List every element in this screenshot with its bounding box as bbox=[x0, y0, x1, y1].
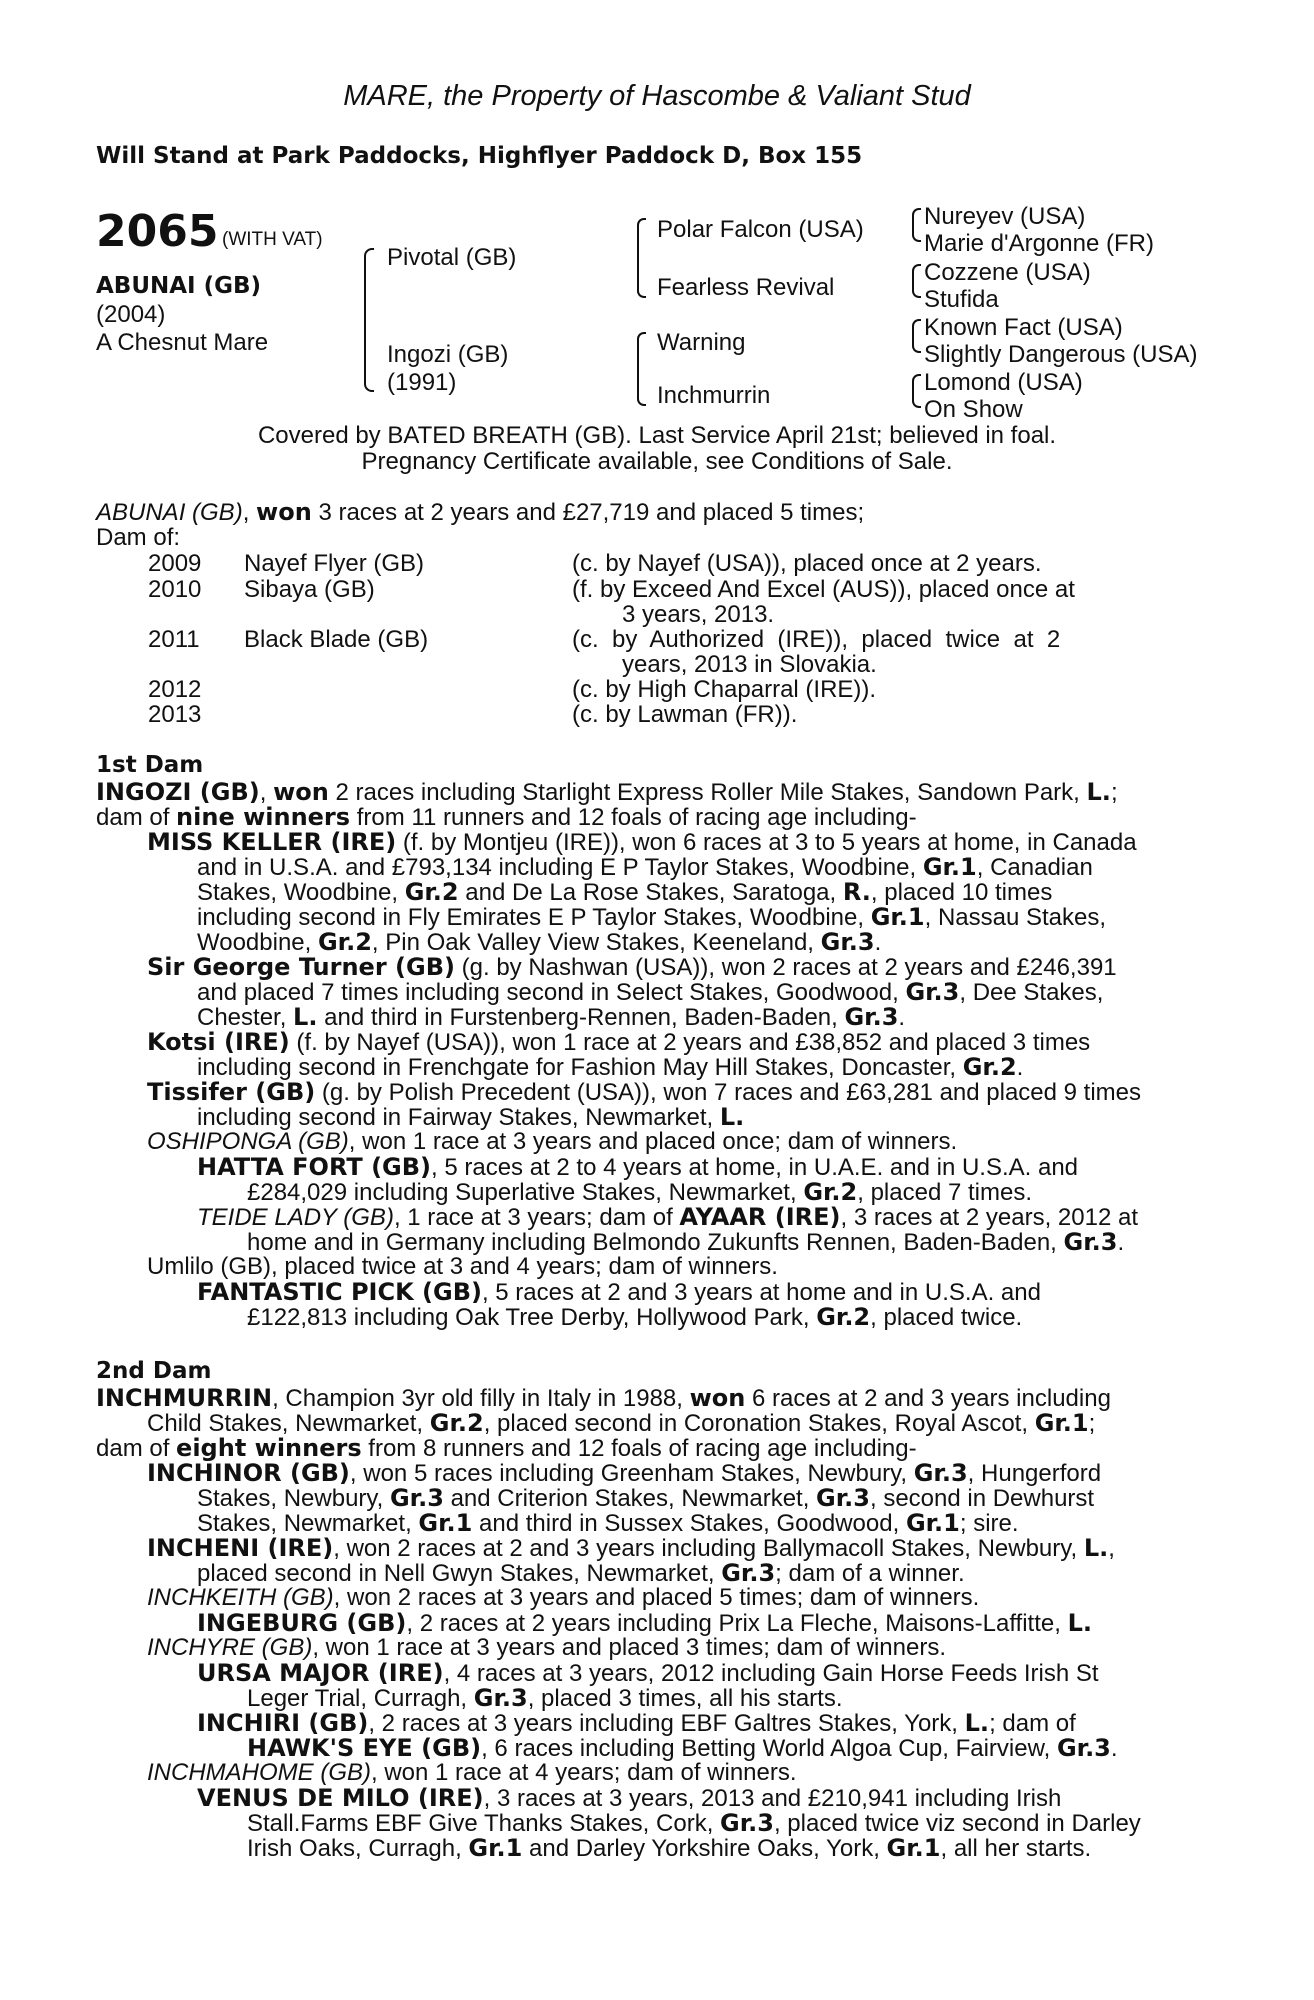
grade-label: Gr.3 bbox=[820, 928, 875, 956]
produce-year: 2012 bbox=[148, 676, 202, 703]
runner-name: INCHIRI (GB) bbox=[197, 1709, 369, 1737]
covered-line-1: Covered by BATED BREATH (GB). Last Service April 21st; believed in foal. bbox=[257, 422, 1057, 449]
record-text: 3 races at 2 years and £27,719 and placed 5 times; bbox=[318, 499, 865, 526]
text-run: , won 1 race at 3 years and placed once; dam of winners. bbox=[348, 1128, 958, 1155]
horse-name: ABUNAI (GB) bbox=[96, 273, 262, 299]
text-run: £284,029 including Superlative Stakes, Newmarket, bbox=[247, 1179, 804, 1206]
text-run: , 1 race at 3 years; dam of bbox=[393, 1204, 680, 1231]
text-run: . bbox=[1110, 1735, 1118, 1762]
ggp-1: Nureyev (USA) bbox=[924, 203, 1086, 230]
text-run: including second in Fairway Stakes, Newmarket, bbox=[197, 1104, 720, 1131]
text-run: (g. by Nashwan (USA)), won 2 races at 2 years and £246,391 bbox=[454, 954, 1117, 981]
text-run: , won 1 race at 4 years; dam of winners. bbox=[371, 1759, 797, 1786]
produce-year: 2009 bbox=[148, 550, 202, 577]
text-run: ; dam of bbox=[989, 1710, 1076, 1737]
grade-label: L. bbox=[1086, 778, 1111, 806]
text-run: , 2 races at 2 years including Prix La Fleche, Maisons-Laffitte, bbox=[406, 1610, 1068, 1637]
text-run: (f. by Montjeu (IRE)), won 6 races at 3 to 5 years at home, in Canada bbox=[396, 829, 1137, 856]
winners-count: nine winners bbox=[176, 803, 351, 831]
vat-note: (WITH VAT) bbox=[222, 229, 323, 250]
text-run: , 6 races including Betting World Algoa Cup, Fairview, bbox=[481, 1735, 1057, 1762]
grade-label: Gr.3 bbox=[844, 1003, 899, 1031]
grade-label: Gr.2 bbox=[404, 878, 459, 906]
runner-name: HAWK'S EYE (GB) bbox=[247, 1734, 482, 1762]
text-run: and third in Sussex Stakes, Goodwood, bbox=[472, 1510, 906, 1537]
grade-label: Gr.3 bbox=[913, 1459, 968, 1487]
runner-name: URSA MAJOR (IRE) bbox=[197, 1659, 444, 1687]
grade-label: Gr.2 bbox=[962, 1053, 1017, 1081]
text-run: , placed twice. bbox=[870, 1304, 1023, 1331]
text-run: from 11 runners and 12 foals of racing age including- bbox=[350, 804, 917, 831]
grade-label: Gr.3 bbox=[1063, 1228, 1118, 1256]
produce-detail: (c. by High Chaparral (IRE)). bbox=[572, 676, 877, 703]
grade-label: Gr.1 bbox=[468, 1834, 523, 1862]
text-run: , won 1 race at 3 years and placed 3 times; dam of winners. bbox=[312, 1634, 946, 1661]
runner-name: MISS KELLER (IRE) bbox=[147, 828, 397, 856]
sire: Pivotal (GB) bbox=[387, 244, 517, 271]
sire-sire: Polar Falcon (USA) bbox=[657, 216, 864, 243]
grade-label: Gr.3 bbox=[473, 1684, 528, 1712]
dam-sire: Warning bbox=[657, 329, 746, 356]
second-dam-heading: 2nd Dam bbox=[96, 1358, 212, 1384]
dam-name: INGOZI (GB) bbox=[96, 778, 260, 806]
dam-dam: Inchmurrin bbox=[657, 382, 771, 409]
pedigree-brace bbox=[912, 264, 921, 298]
text-run: , Dee Stakes, bbox=[959, 979, 1104, 1006]
text-run: Umlilo (GB), placed twice at 3 and 4 years; dam of winners. bbox=[147, 1253, 778, 1280]
text-run: and placed 7 times including second in Select Stakes, Goodwood, bbox=[197, 979, 906, 1006]
produce-year: 2010 bbox=[148, 576, 202, 603]
text-run: . bbox=[874, 929, 882, 956]
produce-detail: (c. by Lawman (FR)). bbox=[572, 701, 798, 728]
text-run: Child Stakes, Newmarket, bbox=[147, 1410, 430, 1437]
ggp-6: Slightly Dangerous (USA) bbox=[924, 341, 1198, 368]
text-run: , placed second in Coronation Stakes, Royal Ascot, bbox=[483, 1410, 1035, 1437]
text-run: and in U.S.A. and £793,134 including E P Taylor Stakes, Woodbine, bbox=[197, 854, 923, 881]
grade-label: L. bbox=[719, 1103, 745, 1131]
text-run: . bbox=[1016, 1054, 1024, 1081]
text-run: , placed twice viz second in Darley bbox=[773, 1810, 1141, 1837]
grade-label: L. bbox=[964, 1709, 990, 1737]
text-run: . bbox=[1117, 1229, 1125, 1256]
text-run: , Nassau Stakes, bbox=[924, 904, 1107, 931]
dam-of-label: Dam of: bbox=[96, 524, 181, 551]
ggp-7: Lomond (USA) bbox=[924, 369, 1083, 396]
winners-count: eight winners bbox=[176, 1434, 362, 1462]
text-run: , placed 3 times, all his starts. bbox=[527, 1685, 843, 1712]
runner-name: INCHYRE (GB) bbox=[147, 1634, 313, 1661]
ggp-2: Marie d'Argonne (FR) bbox=[924, 230, 1154, 257]
text-run: and Criterion Stakes, Newmarket, bbox=[443, 1485, 817, 1512]
grade-label: Gr.2 bbox=[816, 1303, 871, 1331]
grade-label: Gr.3 bbox=[905, 978, 960, 1006]
text-run: , bbox=[1108, 1535, 1115, 1562]
text-run: Leger Trial, Curragh, bbox=[247, 1685, 474, 1712]
text-run: and De La Rose Stakes, Saratoga, bbox=[458, 879, 843, 906]
text-run: , placed 7 times. bbox=[857, 1179, 1032, 1206]
text-run: Stakes, Newbury, bbox=[197, 1485, 390, 1512]
text-run: ; dam of a winner. bbox=[775, 1560, 965, 1587]
runner-name: INCHMAHOME (GB) bbox=[147, 1759, 371, 1786]
pedigree-brace bbox=[912, 374, 921, 408]
pedigree-brace bbox=[912, 319, 921, 353]
grade-label: Gr.3 bbox=[721, 1559, 776, 1587]
produce-name: Nayef Flyer (GB) bbox=[244, 550, 425, 577]
grade-label: L. bbox=[1067, 1609, 1092, 1637]
grade-label: Gr.1 bbox=[905, 1509, 960, 1537]
text-run: . bbox=[898, 1004, 906, 1031]
text-run: , 3 races at 2 years, 2012 at bbox=[840, 1204, 1139, 1231]
grade-label: Gr.3 bbox=[816, 1484, 870, 1512]
grade-label: L. bbox=[1083, 1534, 1109, 1562]
pedigree-brace bbox=[912, 208, 921, 242]
first-dam-heading: 1st Dam bbox=[96, 752, 204, 778]
won-label: won bbox=[273, 778, 329, 806]
record-won: won bbox=[256, 498, 312, 526]
text-run: 2 races including Starlight Express Roller Mile Stakes, Sandown Park, bbox=[328, 779, 1087, 806]
runner-name: TEIDE LADY (GB) bbox=[197, 1204, 394, 1231]
produce-year: 2013 bbox=[148, 701, 202, 728]
runner-name: OSHIPONGA (GB) bbox=[147, 1128, 349, 1155]
horse-year: (2004) bbox=[96, 301, 166, 328]
text-run: Woodbine, bbox=[197, 929, 318, 956]
text-run: , 5 races at 2 to 4 years at home, in U.A.E. and in U.S.A. and bbox=[431, 1154, 1079, 1181]
produce-detail: 3 years, 2013. bbox=[622, 601, 775, 628]
text-run: , bbox=[259, 779, 274, 806]
text-run: dam of bbox=[96, 804, 177, 831]
won-label: won bbox=[689, 1384, 746, 1412]
grade-label: Gr.1 bbox=[922, 853, 977, 881]
pedigree-brace bbox=[637, 218, 646, 298]
text-run: , Champion 3yr old filly in Italy in 1988, bbox=[272, 1385, 690, 1412]
text-run: 6 races at 2 and 3 years including bbox=[745, 1385, 1111, 1412]
runner-name: INGEBURG (GB) bbox=[197, 1609, 407, 1637]
text-run: Stall.Farms EBF Give Thanks Stakes, Cork, bbox=[247, 1810, 721, 1837]
dam: Ingozi (GB) bbox=[387, 341, 509, 368]
page-title: MARE, the Property of Hascombe & Valiant Stud bbox=[343, 80, 971, 112]
text-run: dam of bbox=[96, 1435, 177, 1462]
text-run: , won 5 races including Greenham Stakes, Newbury, bbox=[349, 1460, 914, 1487]
runner-name: INCHENI (IRE) bbox=[147, 1534, 334, 1562]
produce-detail: (c. by Nayef (USA)), placed once at 2 years. bbox=[572, 550, 1042, 577]
runner-name: Tissifer (GB) bbox=[147, 1078, 316, 1106]
grade-label: Gr.3 bbox=[389, 1484, 444, 1512]
horse-description: A Chesnut Mare bbox=[96, 329, 269, 356]
text-run: , Canadian bbox=[976, 854, 1093, 881]
text-run: (f. by Nayef (USA)), won 1 race at 2 years and £38,852 and placed 3 times bbox=[289, 1029, 1091, 1056]
stabling-location: Will Stand at Park Paddocks, Highflyer Paddock D, Box 155 bbox=[96, 143, 863, 169]
grade-label: Gr.3 bbox=[720, 1809, 774, 1837]
runner-name: FANTASTIC PICK (GB) bbox=[197, 1278, 482, 1306]
text-run: from 8 runners and 12 foals of racing age including- bbox=[361, 1435, 917, 1462]
text-run: , 5 races at 2 and 3 years at home and in U.S.A. and bbox=[481, 1279, 1041, 1306]
text-run: placed second in Nell Gwyn Stakes, Newmarket, bbox=[197, 1560, 722, 1587]
produce-detail: (f. by Exceed And Excel (AUS)), placed once at bbox=[572, 576, 1075, 603]
grade-label: Gr.1 bbox=[886, 1834, 941, 1862]
text-run: Irish Oaks, Curragh, bbox=[247, 1835, 469, 1862]
runner-name: VENUS DE MILO (IRE) bbox=[197, 1784, 484, 1812]
grade-label: R. bbox=[842, 878, 871, 906]
text-run: Stakes, Newmarket, bbox=[197, 1510, 419, 1537]
text-run: including second in Fly Emirates E P Taylor Stakes, Woodbine, bbox=[197, 904, 871, 931]
text-run: including second in Frenchgate for Fashion May Hill Stakes, Doncaster, bbox=[197, 1054, 963, 1081]
text-run: Stakes, Woodbine, bbox=[197, 879, 405, 906]
text-run: , second in Dewhurst bbox=[869, 1485, 1095, 1512]
text-run: , 4 races at 3 years, 2012 including Gain Horse Feeds Irish St bbox=[443, 1660, 1099, 1687]
dam-year: (1991) bbox=[387, 369, 457, 396]
text-run: , Hungerford bbox=[967, 1460, 1102, 1487]
text-run: , 3 races at 3 years, 2013 and £210,941 including Irish bbox=[483, 1785, 1062, 1812]
runner-name: INCHINOR (GB) bbox=[147, 1459, 350, 1487]
sire-dam: Fearless Revival bbox=[657, 274, 835, 301]
grade-label: L. bbox=[293, 1003, 318, 1031]
grade-label: Gr.2 bbox=[317, 928, 372, 956]
text-run: (g. by Polish Precedent (USA)), won 7 races and £63,281 and placed 9 times bbox=[315, 1079, 1142, 1106]
text-run: and Darley Yorkshire Oaks, York, bbox=[522, 1835, 887, 1862]
text-run: , won 2 races at 3 years and placed 5 times; dam of winners. bbox=[333, 1584, 980, 1611]
text-run: , won 2 races at 2 and 3 years including Ballymacoll Stakes, Newbury, bbox=[333, 1535, 1084, 1562]
runner-name: AYAAR (IRE) bbox=[679, 1203, 841, 1231]
ggp-8: On Show bbox=[924, 396, 1023, 423]
record-horse-name: ABUNAI (GB) bbox=[96, 499, 243, 526]
grade-label: Gr.2 bbox=[429, 1409, 484, 1437]
text-run: and third in Furstenberg-Rennen, Baden-Baden, bbox=[317, 1004, 845, 1031]
produce-detail: (c. by Authorized (IRE)), placed twice at 2 bbox=[572, 626, 1061, 653]
text-run: ; bbox=[1088, 1410, 1096, 1437]
produce-detail: years, 2013 in Slovakia. bbox=[622, 651, 877, 678]
produce-name: Black Blade (GB) bbox=[244, 626, 429, 653]
grade-label: Gr.3 bbox=[1056, 1734, 1111, 1762]
runner-name: HATTA FORT (GB) bbox=[197, 1153, 432, 1181]
runner-name: Sir George Turner (GB) bbox=[147, 953, 455, 981]
text-run: , 2 races at 3 years including EBF Galtres Stakes, York, bbox=[368, 1710, 965, 1737]
text-run: £122,813 including Oak Tree Derby, Hollywood Park, bbox=[247, 1304, 817, 1331]
text-run: , Pin Oak Valley View Stakes, Keeneland, bbox=[371, 929, 821, 956]
text-run: , all her starts. bbox=[940, 1835, 1092, 1862]
pedigree-brace bbox=[364, 248, 374, 392]
pedigree-brace bbox=[637, 332, 646, 406]
runner-name: INCHKEITH (GB) bbox=[147, 1584, 334, 1611]
lot-number: 2065 bbox=[96, 206, 219, 257]
covered-line-2: Pregnancy Certificate available, see Conditions of Sale. bbox=[361, 448, 953, 475]
text-run: ; bbox=[1110, 779, 1118, 806]
runner-name: Kotsi (IRE) bbox=[147, 1028, 290, 1056]
grade-label: Gr.2 bbox=[803, 1178, 858, 1206]
dam-name: INCHMURRIN bbox=[96, 1384, 273, 1412]
text-run: , placed 10 times bbox=[870, 879, 1053, 906]
grade-label: Gr.1 bbox=[1034, 1409, 1089, 1437]
ggp-4: Stufida bbox=[924, 286, 999, 313]
text-run: ; sire. bbox=[959, 1510, 1019, 1537]
grade-label: Gr.1 bbox=[870, 903, 925, 931]
produce-name: Sibaya (GB) bbox=[244, 576, 375, 603]
ggp-3: Cozzene (USA) bbox=[924, 259, 1091, 286]
ggp-5: Known Fact (USA) bbox=[924, 314, 1123, 341]
grade-label: Gr.1 bbox=[418, 1509, 473, 1537]
text-run: home and in Germany including Belmondo Zukunfts Rennen, Baden-Baden, bbox=[247, 1229, 1064, 1256]
race-record: ABUNAI (GB), won 3 races at 2 years and £27,719 and placed 5 times; bbox=[96, 498, 865, 526]
produce-year: 2011 bbox=[148, 626, 200, 653]
text-run: Chester, bbox=[197, 1004, 294, 1031]
